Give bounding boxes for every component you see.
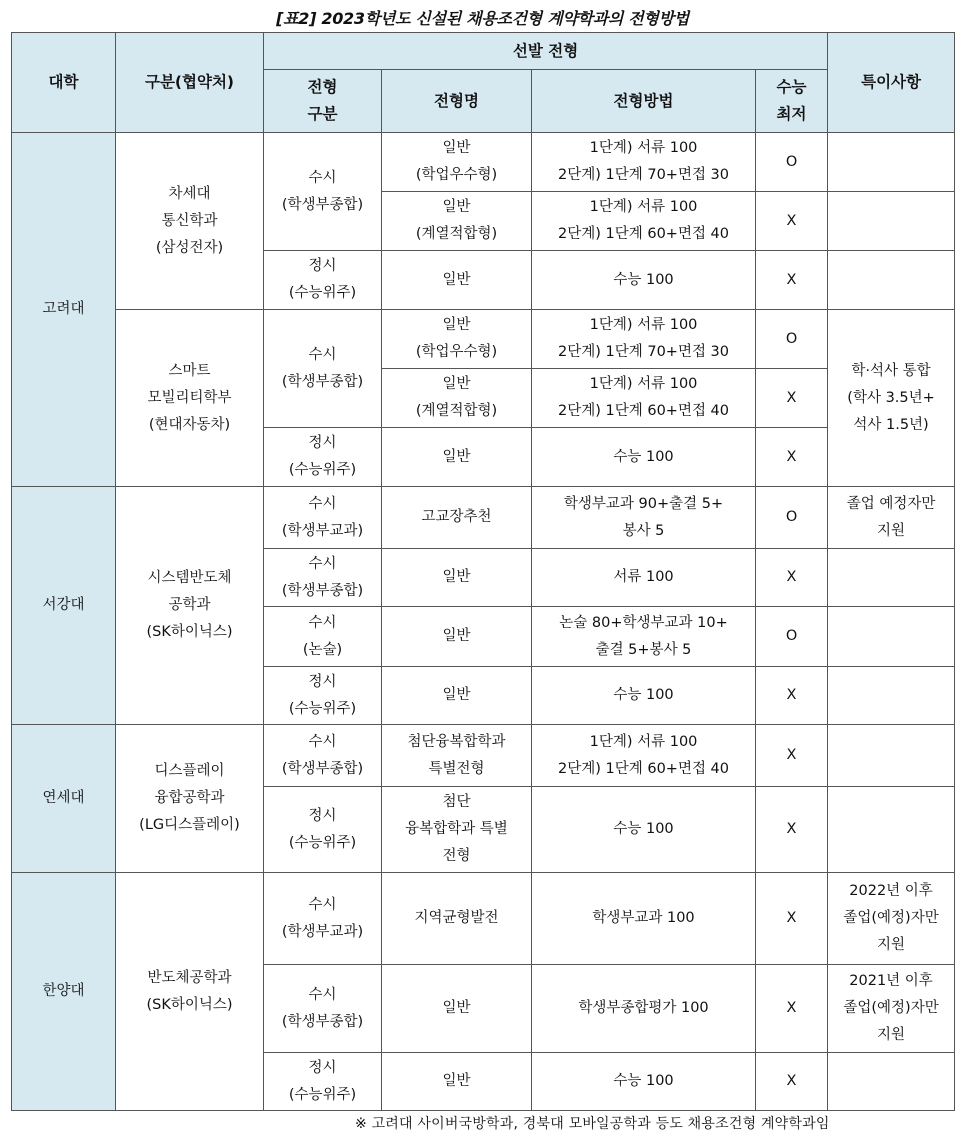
name-cell: 일반 [382,1053,532,1111]
footnote: ※ 고려대 사이버국방학과, 경북대 모바일공학과 등도 채용조건형 계약학과임 [355,1116,830,1132]
type-cell: 수시 (학생부종합) [264,310,382,428]
name-cell: 고교장추천 [382,487,532,549]
header-minimum: 수능 최저 [756,70,828,133]
name-cell: 일반 [382,549,532,607]
name-cell: 일반 (계열적합형) [382,369,532,428]
minimum-cell: X [756,965,828,1053]
univ-cell: 한양대 [12,873,116,1111]
name-cell: 첨단 융복합학과 특별 전형 [382,787,532,873]
header-dept: 구분(협약처) [116,33,264,133]
name-cell: 일반 [382,607,532,667]
type-cell: 정시 (수능위주) [264,1053,382,1111]
remark-cell [828,725,955,787]
method-cell: 1단계) 서류 100 2단계) 1단계 70+면접 30 [532,310,756,369]
header-row-1 [12,33,955,70]
minimum-cell: X [756,725,828,787]
minimum-cell: X [756,667,828,725]
remark-cell [828,251,955,310]
type-cell: 수시 (학생부종합) [264,725,382,787]
dept-cell: 스마트 모빌리티학부 (현대자동차) [116,310,264,487]
method-cell: 1단계) 서류 100 2단계) 1단계 60+면접 40 [532,725,756,787]
minimum-cell: X [756,549,828,607]
dept-cell: 반도체공학과 (SK하이닉스) [116,873,264,1111]
minimum-cell: X [756,192,828,251]
minimum-cell: X [756,1053,828,1111]
method-cell: 1단계) 서류 100 2단계) 1단계 70+면접 30 [532,133,756,192]
name-cell: 일반 (학업우수형) [382,310,532,369]
dept-cell: 디스플레이 융합공학과 (LG디스플레이) [116,725,264,873]
remark-cell [828,1053,955,1111]
minimum-cell: X [756,369,828,428]
minimum-cell: O [756,310,828,369]
method-cell: 학생부교과 90+출결 5+ 봉사 5 [532,487,756,549]
type-cell: 수시 (학생부교과) [264,487,382,549]
univ-cell: 고려대 [12,133,116,487]
method-cell: 학생부종합평가 100 [532,965,756,1053]
remark-cell [828,192,955,251]
header-method: 전형방법 [532,70,756,133]
dept-cell: 시스템반도체 공학과 (SK하이닉스) [116,487,264,725]
name-cell: 지역균형발전 [382,873,532,965]
header-remarks: 특이사항 [828,33,955,133]
type-cell: 수시 (학생부종합) [264,965,382,1053]
name-cell: 일반 [382,428,532,487]
method-cell: 수능 100 [532,251,756,310]
remark-cell [828,667,955,725]
table-row [12,310,955,369]
header-name: 전형명 [382,70,532,133]
univ-cell: 서강대 [12,487,116,725]
table-row [12,487,955,549]
type-cell: 수시 (학생부종합) [264,133,382,251]
method-cell: 서류 100 [532,549,756,607]
remark-cell [828,133,955,192]
name-cell: 일반 [382,251,532,310]
remark-cell: 2022년 이후 졸업(예정)자만 지원 [828,873,955,965]
remark-cell: 학·석사 통합 (학사 3.5년+ 석사 1.5년) [828,310,955,487]
method-cell: 논술 80+학생부교과 10+ 출결 5+봉사 5 [532,607,756,667]
name-cell: 일반 [382,667,532,725]
table-row [12,133,955,192]
minimum-cell: O [756,133,828,192]
minimum-cell: O [756,487,828,549]
minimum-cell: X [756,251,828,310]
method-cell: 수능 100 [532,667,756,725]
header-type: 전형 구분 [264,70,382,133]
table-row [12,873,955,965]
type-cell: 수시 (학생부교과) [264,873,382,965]
admission-table [11,32,955,1111]
minimum-cell: X [756,787,828,873]
dept-cell: 차세대 통신학과 (삼성전자) [116,133,264,310]
type-cell: 정시 (수능위주) [264,251,382,310]
remark-cell [828,787,955,873]
remark-cell [828,607,955,667]
remark-cell [828,549,955,607]
name-cell: 첨단융복합학과 특별전형 [382,725,532,787]
type-cell: 정시 (수능위주) [264,428,382,487]
univ-cell: 연세대 [12,725,116,873]
table-row [12,725,955,787]
type-cell: 정시 (수능위주) [264,787,382,873]
method-cell: 1단계) 서류 100 2단계) 1단계 60+면접 40 [532,192,756,251]
name-cell: 일반 (계열적합형) [382,192,532,251]
header-selection: 선발 전형 [264,33,828,70]
method-cell: 수능 100 [532,428,756,487]
type-cell: 수시 (학생부종합) [264,549,382,607]
type-cell: 수시 (논술) [264,607,382,667]
minimum-cell: X [756,873,828,965]
remark-cell: 졸업 예정자만 지원 [828,487,955,549]
name-cell: 일반 [382,965,532,1053]
method-cell: 수능 100 [532,787,756,873]
type-cell: 정시 (수능위주) [264,667,382,725]
minimum-cell: O [756,607,828,667]
name-cell: 일반 (학업우수형) [382,133,532,192]
table-title: [표2] 2023학년도 신설된 채용조건형 계약학과의 전형방법 [276,9,689,28]
method-cell: 학생부교과 100 [532,873,756,965]
method-cell: 수능 100 [532,1053,756,1111]
method-cell: 1단계) 서류 100 2단계) 1단계 60+면접 40 [532,369,756,428]
remark-cell: 2021년 이후 졸업(예정)자만 지원 [828,965,955,1053]
header-univ: 대학 [12,33,116,133]
minimum-cell: X [756,428,828,487]
